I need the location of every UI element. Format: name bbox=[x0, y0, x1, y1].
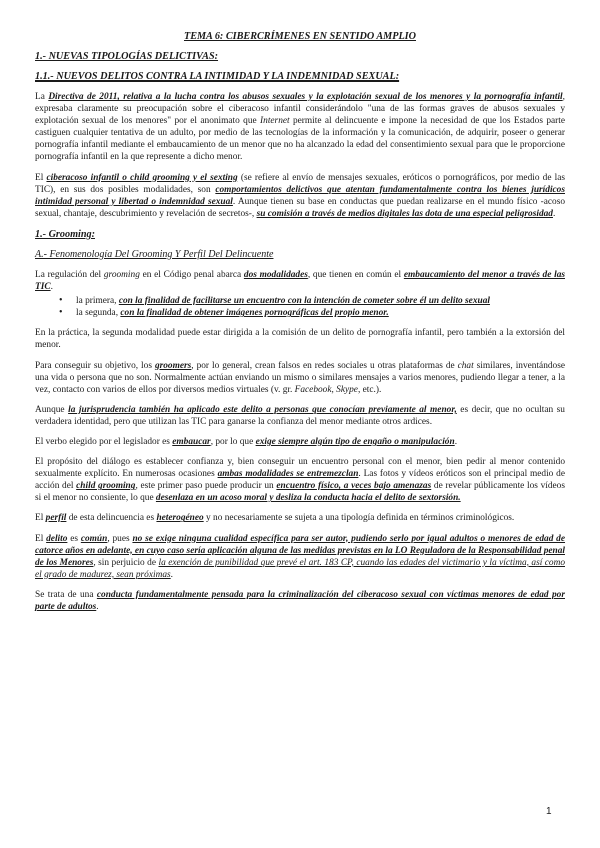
paragraph-groomers: Para conseguir su objetivo, los groomers, por lo general, crean falsos en redes sociales u otras plataformas de chat similares, inventándose una vida o persona que no son. Normalmente actúan enviando un mismo o similares mensajes a varios menores, pudiendo llegar a tener, a la vez, contacto con varios de ellos por diversos medios virtuales (v. gr. Facebook, Skype, etc.). bbox=[35, 360, 566, 395]
paragraph-ciberacoso: El ciberacoso infantil o child grooming y el sexting (se refiere al envío de mensajes sexuales, eróticos o pornográficos, por medio de las TIC), en sus dos posibles modalidades, son comportamientos delictivos que atentan fundamentalmente contra los bienes jurídicos intimidad personal y libertad o indemnidad sexual. Aunque tienen su base en conductas que puedan realizarse en el mundo físico -acoso sexual, chantaje, descubrimiento y revelación de secretos-, su comisión a través de medios digitales las dota de una especial peligrosidad. bbox=[35, 172, 566, 219]
paragraph-proposito: El propósito del diálogo es establecer confianza y, bien conseguir un encuentro personal con el menor, bien pedir al menor contenido sexualmente explícito. En numerosas ocasiones ambas modalidades se entremezclan. Las fotos y vídeos eróticos son el principal medio de acción del child grooming, este primer paso puede producir un encuentro físico, a veces bajo amenazas de revelar públicamente los vídeos si el menor no consiente, lo que desenlaza en un acoso moral y desliza la conducta hacia el delito de sextorsión. bbox=[35, 457, 565, 504]
list-item: • la segunda, con la finalidad de obtener imágenes pornográficas del propio menor. bbox=[35, 307, 565, 319]
list-item: • la primera, con la finalidad de facilitarse un encuentro con la intención de cometer sobre él un delito sexual bbox=[35, 295, 565, 307]
paragraph-verbo: El verbo elegido por el legislador es embaucar, por lo que exige siempre algún tipo de engaño o manipulación. bbox=[35, 436, 458, 447]
page-number: 1 bbox=[546, 806, 552, 817]
document-page bbox=[35, 30, 565, 621]
paragraph-jurisprudencia: Aunque la jurisprudencia también ha aplicado este delito a personas que conocían previamente al menor, es decir, que no ocultan su verdadera identidad, pero que utilizan las TIC para ganarse la confianza del menor mediante otros ardices. bbox=[35, 404, 565, 427]
modalidades-list bbox=[35, 295, 565, 319]
fenomenologia-heading: A.- Fenomenología Del Grooming Y Perfil Del Delincuente bbox=[35, 248, 274, 260]
paragraph-conducta: Se trata de una conducta fundamentalmente pensada para la criminalización del ciberacoso sexual con víctimas menores de edad por parte de adultos. bbox=[35, 589, 565, 612]
section-heading: 1.- NUEVAS TIPOLOGÍAS DELICTIVAS: bbox=[35, 51, 219, 62]
paragraph-regulacion: La regulación del grooming en el Código penal abarca dos modalidades, que tienen en común el embaucamiento del menor a través de las TIC. bbox=[35, 269, 565, 293]
paragraph-delito-comun: El delito es común, pues no se exige ninguna cualidad específica para ser autor, pudiendo serlo por igual adultos o menores de edad de catorce años en adelante, en cuyo caso sería aplicación alguna de las medidas previstas en la LO Reguladora de la Responsabilidad penal de los Menores, sin perjuicio de la exención de punibilidad que prevé el art. 183 CP, cuando las edades del victimario y la víctima, así como el grado de madurez, sean próximas. bbox=[35, 533, 566, 580]
grooming-heading: 1.- Grooming: bbox=[35, 228, 95, 240]
paragraph-practica: En la práctica, la segunda modalidad puede estar dirigida a la comisión de un delito de pornografía infantil, pero también a la extorsión del menor. bbox=[35, 328, 565, 351]
subsection-heading: 1.1.- NUEVOS DELITOS CONTRA LA INTIMIDAD Y LA INDEMNIDAD SEXUAL: bbox=[35, 71, 400, 82]
page-title: TEMA 6: CIBERCRÍMENES EN SENTIDO AMPLIO bbox=[183, 31, 416, 42]
paragraph-perfil: El perfil de esta delincuencia es heterogéneo y no necesariamente se sujeta a una tipología definida en términos criminológicos. bbox=[35, 513, 515, 524]
paragraph-directive: La Directiva de 2011, relativa a la lucha contra los abusos sexuales y la explotación sexual de los menores y la pornografía infantil, expresaba claramente su preocupación sobre el ciberacoso infantil considerándolo "una de las formas graves de abusos sexuales y explotación sexual de los menores" por el anonimato que Internet permite al delincuente e impone la necesidad de que los Estados parte castiguen cualquier tentativa de un adulto, por medio de las tecnologías de la información y la comunicación, de adquirir, poseer o generar pornografía infantil mediante el embaucamiento de un menor que no ha alcanzado la edad del consentimiento sexual para que le proporcione pornografía infantil en la que represente a dicho menor. bbox=[35, 92, 565, 163]
